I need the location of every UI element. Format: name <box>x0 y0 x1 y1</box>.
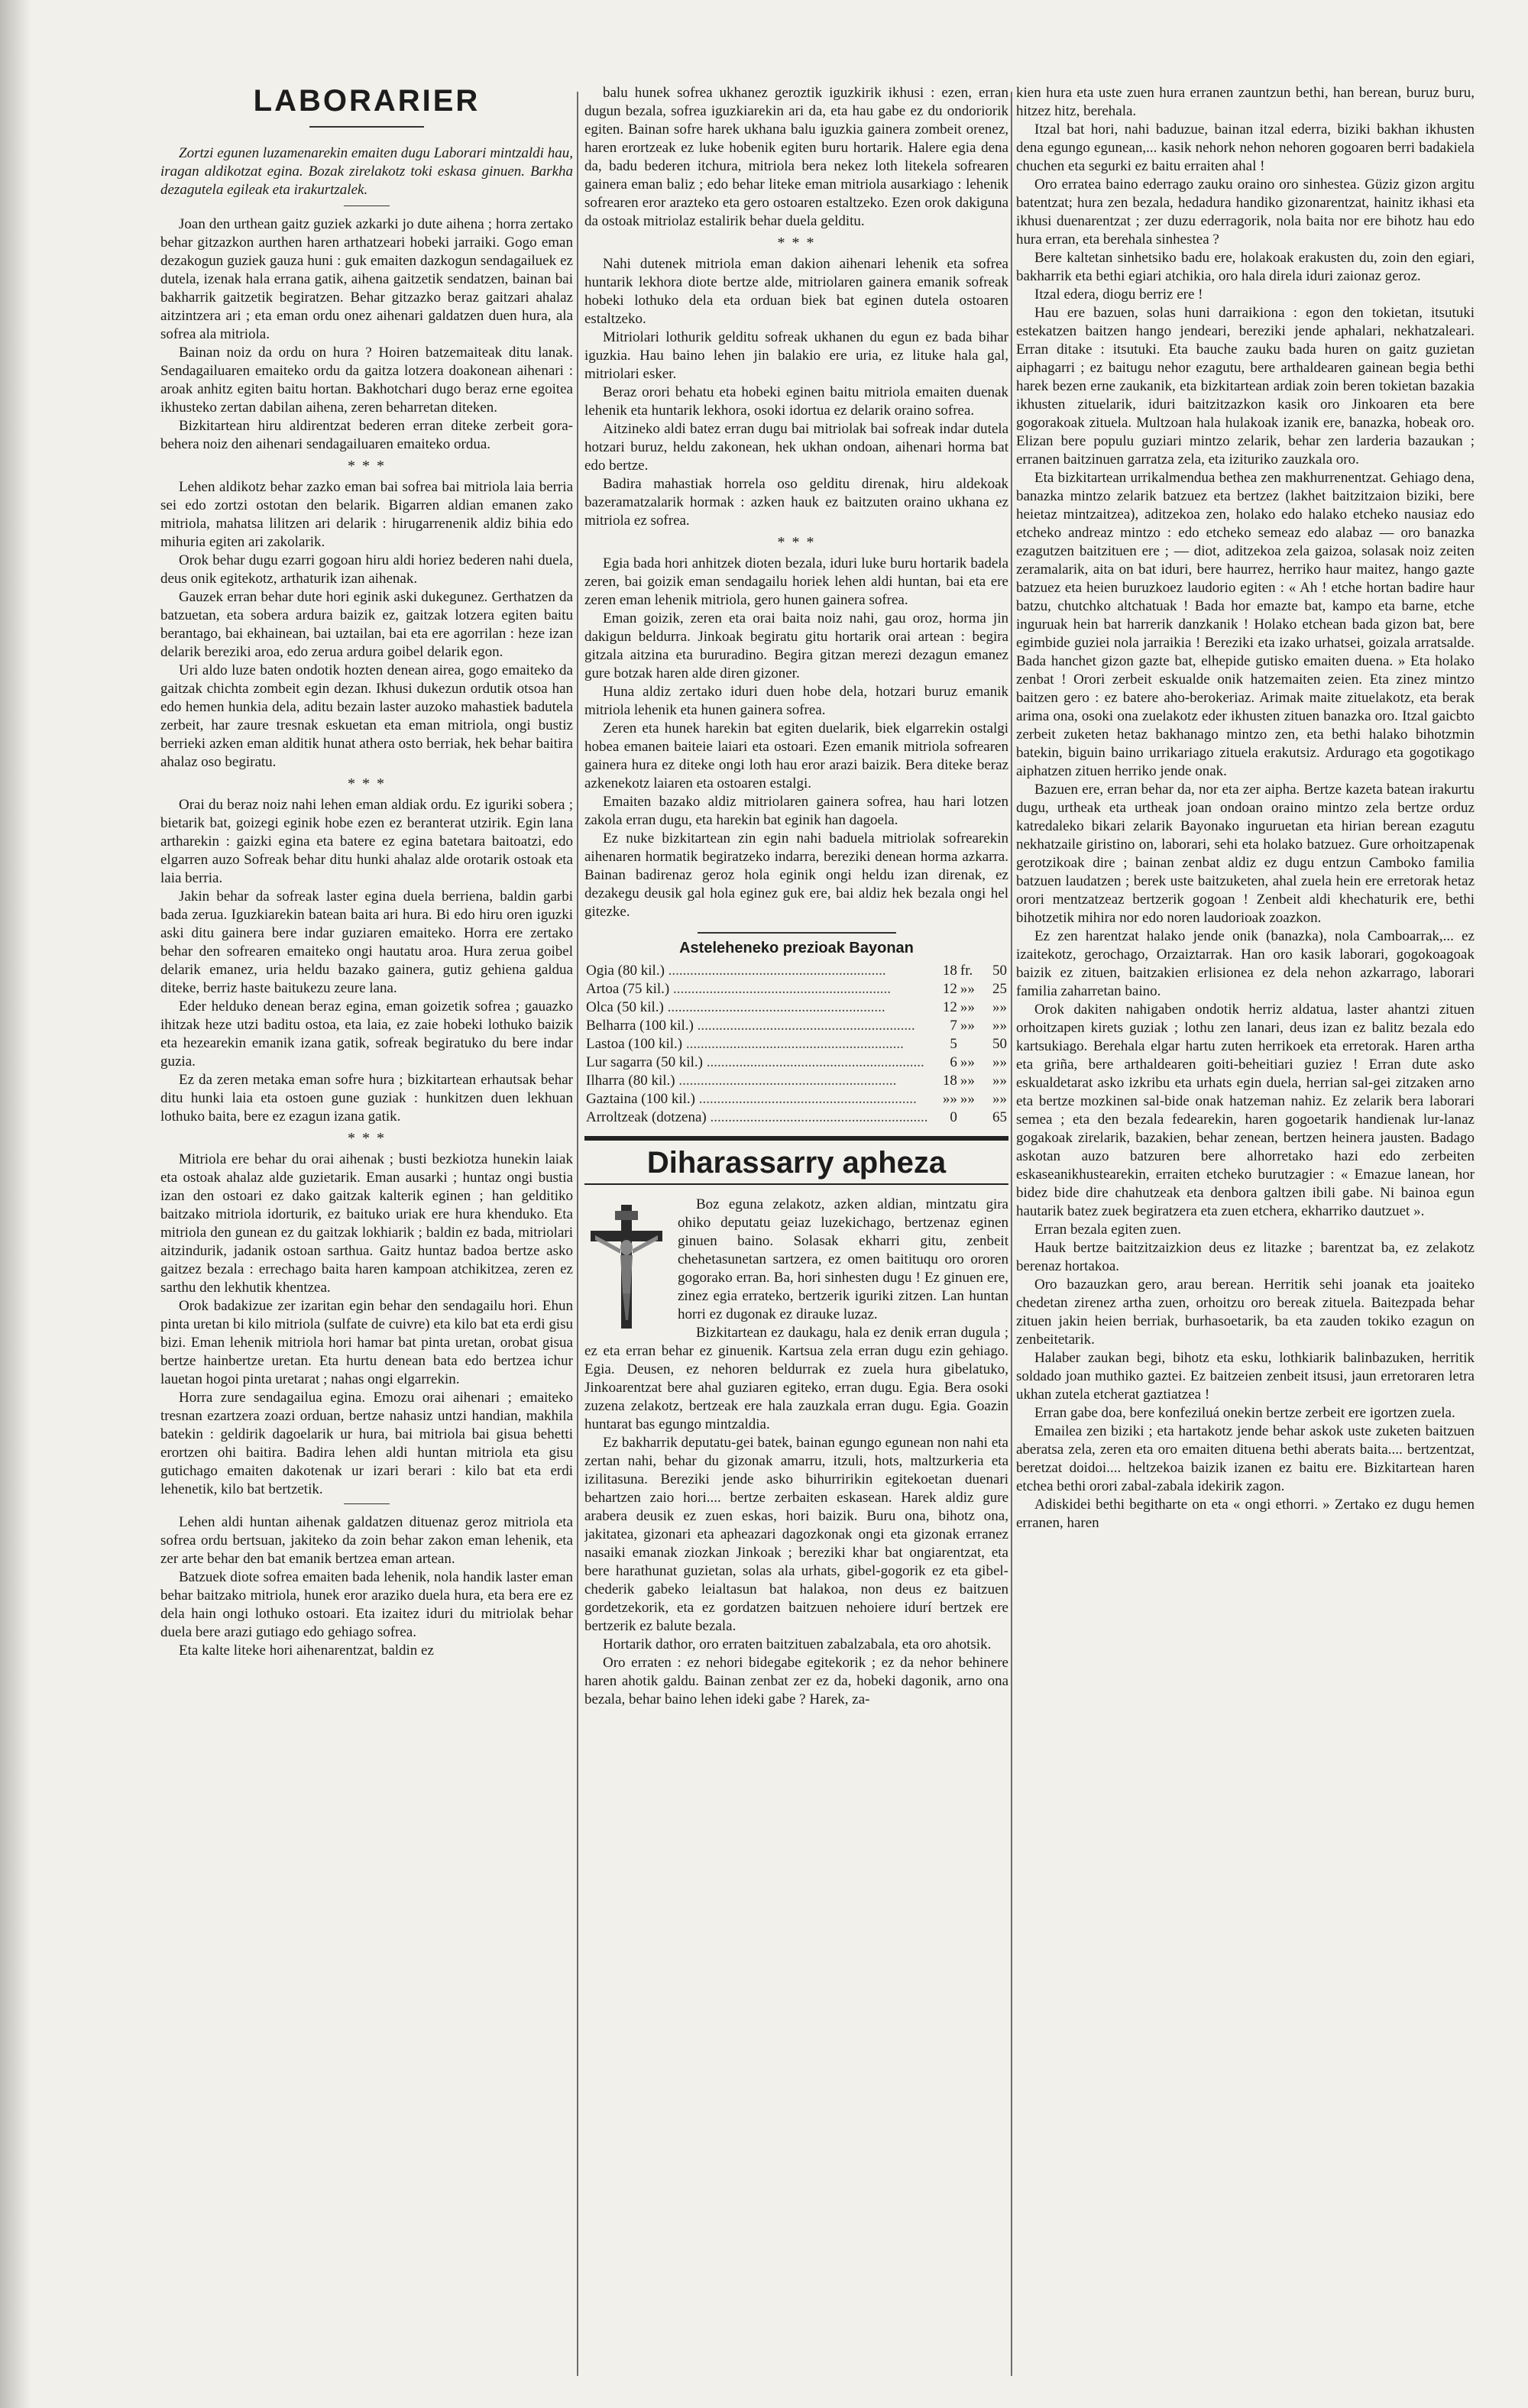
paragraph: Lehen aldikotz behar zazko eman bai sofrea bai mitriola laia berria sei edo zortzi ostotan den belarik. Bigarren aldian emanen zako mitriola, mahatsa lilitzen ari delarik : hirugarrenenik aldiz bihia edo mihuria egiten ari zakolarik. <box>160 479 573 550</box>
price-item-name <box>584 1035 929 1054</box>
column-2 <box>584 31 1008 2384</box>
price-item-name <box>584 980 929 998</box>
price-item-name <box>584 998 929 1017</box>
paragraph: Hau ere bazuen, solas huni darraikiona : egon den tokietan, itsutuki estekatzen baitzen hango jendeari, bereziki jende aphalari, nekhatzaleari. Erran ditake : itsutuki. Eta bauche zauku bada huren on gaitz guzietan aiphagarri ; ez baitugu nehor ezagutu, bere arthaldearen gainean begia bethi harek bezen erne zaukanik, eta bizkitartean ardiak zoin beren tokietan bazakia ikhusten zituelarik, iduri baitzitzazkon kasik oro Jinkoaren eta bere gogorakoak zituela. Multzoan hala hulakoak izanik ere, banazka, hobeak oro. Elizan bere populu guziari mintzo zelarik, behar zen larderia bazaukan ; erranen baitzinuen garratza zela, eta izituriko zauzkala oro. <box>1016 305 1475 468</box>
price-item-label: Arroltzeak (dotzena) <box>586 1109 707 1125</box>
paragraph: Itzal edera, diogu berriz ere ! <box>1034 286 1203 303</box>
paragraph: Batzuek diote sofrea emaiten bada lehenik, nola handik laster eman behar baitzako mitriola, hunek eror araziko duela hura, eta bera ere ez dela hain ongi lothuko ostoari. Eta izaitez iduri du mitriolak behar duela bere arazi gutiago edo gehiago sofrea. <box>160 1569 573 1640</box>
price-unit: »» <box>960 999 975 1015</box>
price-unit: »» <box>960 1054 975 1070</box>
price-cents: 50 <box>992 963 1007 979</box>
price-item-label: Olca (50 kil.) <box>586 999 664 1015</box>
price-item-label: Artoa (75 kil.) <box>586 981 670 997</box>
column-3 <box>1016 31 1475 2384</box>
price-row <box>584 1017 1008 1035</box>
price-francs: 18 <box>942 1073 957 1089</box>
price-cents: »» <box>992 1054 1007 1070</box>
paragraph: Oro erraten : ez nehori bidegabe egitekorik ; ez da nehor behinere haren ahotik galdu. Bainan zenbat zer ez da, hobeki dagonik, arno ona bezala, behar baino lehen ideki gabe ? Harek, za- <box>584 1655 1008 1707</box>
price-unit: »» <box>960 1091 975 1107</box>
paragraph: Bere kaltetan sinhetsiko badu ere, holakoak erakusten du, zoin den egiari, bakharrik eta bethi egiari atchikia, oro hala direla iduri zaionaz geroz. <box>1016 250 1475 284</box>
paragraph: Bazuen ere, erran behar da, nor eta zer aipha. Bertze kazeta batean irakurtu dugu, urtheak eta urtheak joan ondoan oraino mintzo zela bertze orduz katredaleko bikari zelarik Bayonako inguruetan eta hirian berean ezagutu nekhatzaile giristino on, laborari, sehi eta holako batzuez. Gure orhoitzapenak gerotzikoak dire ; bainan zenbat aldiz ez dugu entzun Camboko familia batzuen laudatzen ; berek uste baitzuketen, ahal zuela hein ere erretorak hetaz orori mentzatzeaz bertzerik gogoan ! Zenbeit aldi khechaturik ere, bethi bihotzetik mihira nor edo noren laudorioak zoazkon. <box>1016 782 1475 926</box>
paragraph: Nahi dutenek mitriola eman dakion aihenari lehenik eta sofrea huntarik lekhora diote bertze alde, mitriolaren gainera emanik sofreak hobeki lothuko dela eta orduan biek bat eginen dutela ostoaren estaltzeko. <box>584 256 1008 327</box>
paragraph: Ez da zeren metaka eman sofre hura ; bizkitartean erhautsak behar ditu hunki laia eta ostoen gune guziak : hunkitzen duen lekhuan lothuko baita, bere ez ezagun izana gatik. <box>160 1072 573 1125</box>
paragraph: Eta bizkitartean urrikalmendua bethea zen makhurrenentzat. Gehiago dena, banazka mintzo zelarik batzuez eta bertzez (lakhet baitzitzaion biziki, bere heietaz mintzaitzea), aditzekoa zen, holako edo halako etcheko nausiaz edo etcheko andreaz mintzo : edo etcheko semeaz edo alabaz — oro banazka ezagutzen baitzituen ere ; — diot, aditzekoa zela gaizoa, solasak noiz zeiten zeramalarik, aita on bat iduri, bere haurrez, herriko haur maitez, hango gazte batzuez eta heien buruzkoez laudorio egiten : « Ah ! etche hortan badire haur batzu, chutchko altchatuak ! Bada hor emazte bat, kampo eta barne, etche inguruak hein bat harrerik danzkanik ! Holako etchean bada gizon bat, bere egimbide guziei nola jarraikia ! Bereziki eta izako urhatsei, goizala arratsalde. Bada hanchet gizon gazte bat, elhepide gutisko emaiten duena. » Eta holako zenbat ! Orori zerbeit eskualde onik hatzemaiten zeien. Eta zinez mintzo baitzen gero : ez batere aho-berokeriaz. Arimak maite zituelakotz, eta berak arima ona, osoki ona zuelakotz eder ikhusten zituen banazka oro. Itzal gaicbto zerbeit zuketen hetaz bakhanago mintzo zen, eta bethi halako bihotzmin batekin, biguin baino urrikariago zituela erakutsiz. Ardurago eta gogotikago aiphatzen zituen herriko jende onak. <box>1016 470 1475 779</box>
price-cents: »» <box>992 1091 1007 1107</box>
paragraph: Aitzineko aldi batez erran dugu bai mitriolak bai sofreak indar dutela hotzari buruz, heldu zakonean, hek ukhan ondoan, aihenari horma bat edo bertze. <box>584 421 1008 474</box>
price-item-name <box>584 1090 929 1109</box>
price-item-label: Belharra (100 kil.) <box>586 1018 694 1034</box>
price-item-label: Lur sagarra (50 kil.) <box>586 1054 703 1070</box>
paragraph: Boz eguna zelakotz, azken aldian, mintzatu gira ohiko deputatu geiaz luzekichago, bertzenaz eginen ginuen baino. Solasak ekharri gitu, zenbeit chehetasunetan sartzera, ez omen baitituqu oro ororen gogorako erran. Ba, hori sinhesten dugu ! Ez ginuen ere, zinez egia errateko, bertzerik iguriki zitzen. Lan huntan horri ez dugonak ez dirauke luzaz. <box>678 1196 1008 1322</box>
paragraph: Ez zen harentzat halako jende onik (banazka), nola Camboarrak,... ez izaitekotz, gerochago, Orzaiztarrak. Han oro kasik laborari, gogokoagoak baizik ez zituen, baitzakien erlisionea ez dela nehon azkarrago, laborari familia zaharretan baino. <box>1016 928 1475 999</box>
paragraph: Orai du beraz noiz nahi lehen eman aldiak ordu. Ez iguriki sobera ; bietarik bat, goizegi eginik hobe ezen ez beranterat utzirik. Egin lana artharekin : gaizki egina eta batere ez egina batetara baitoatzi, edo elgarren auzo Sofreak behar ditu hunki ahalaz alde orotarik ostoak eta laia berria. <box>160 797 573 886</box>
price-row <box>584 1072 1008 1090</box>
paragraph: Huna aldiz zertako iduri duen hobe dela, hotzari buruz emanik mitriola lehenik eta hunen gainera sofrea. <box>584 684 1008 718</box>
paragraph: Beraz orori behatu eta hobeki eginen baitu mitriola emaiten duenak lehenik eta huntarik lekhora, osoki idortua ez delarik oraino sofrea. <box>584 384 1008 419</box>
price-francs: 12 <box>942 981 957 997</box>
price-item-name <box>584 1054 929 1072</box>
paragraph: Horra zure sendagailua egina. Emozu orai aihenari ; emaiteko tresnan ezartzera zoazi orduan, bertze nahasiz untzi handian, makhila batekin : geldirik dagoelarik ur hura, bai mitriola bai gisua behetti erortzen ohi baitira. Badira lehen aldi huntan mitriola eta gisu gutichago emaiten dakotenak ur izari berari : kilo bat eta erdi lehenetik, kilo bat bertzetik. <box>160 1390 573 1497</box>
price-item-label: Ogia (80 kil.) <box>586 963 665 979</box>
paragraph: Orok behar dugu ezarri gogoan hiru aldi horiez bederen nahi duela, deus onik egitekotz, arthaturik izan aihenak. <box>160 552 573 587</box>
thin-rule <box>584 1183 1008 1185</box>
paragraph: Hauk bertze baitzitzaizkion deus ez litazke ; barentzat ba, ez zelakotz berenaz hortakoa. <box>1016 1240 1475 1274</box>
column-1 <box>160 31 573 2384</box>
price-item-name <box>584 1072 929 1090</box>
column-rule <box>577 92 578 2376</box>
paragraph: Badira mahastiak horrela oso gelditu direnak, hiru aldekoak bazeramatzalarik hormak : azken hauk ez baitzuten oraino ukhana ez mitriola ez sofrea. <box>584 476 1008 529</box>
intro-note: Zortzi egunen luzamenarekin emaiten dugu Laborari mintzaldi hau, iragan aldikotzat egina. Bozak zirelakotz toki eskasa ginuen. Barkha dezagutela egileak eta irakurtzalek. <box>160 145 573 198</box>
dot-leader: ............................................................ <box>675 1073 897 1089</box>
price-item-label: Gaztaina (100 kil.) <box>586 1091 695 1107</box>
price-item-label: Lastoa (100 kil.) <box>586 1036 683 1052</box>
section-separator: * * * <box>777 534 816 551</box>
price-francs: »» <box>942 1091 957 1107</box>
paragraph: Egia bada hori anhitzek dioten bezala, iduri luke buru hortarik badela zeren, bai goizik eman sendagailu horiek lehen aldi huntan, bai eta ere zeren eman lehenik mitriola, gero hunen gainera sofrea. <box>584 555 1008 608</box>
price-cents: 25 <box>992 981 1007 997</box>
price-francs: 7 <box>950 1018 957 1034</box>
heavy-rule <box>584 1136 1008 1141</box>
paragraph: Hortarik dathor, oro erraten baitzituen zabalzabala, eta oro ahotsik. <box>603 1636 992 1652</box>
paragraph: Erran bezala egiten zuen. <box>1034 1222 1181 1238</box>
dot-leader: ............................................................ <box>706 1109 928 1125</box>
section-separator: * * * <box>777 235 816 251</box>
price-row <box>584 1054 1008 1072</box>
price-cents: 65 <box>992 1109 1007 1125</box>
price-row <box>584 998 1008 1017</box>
paragraph: Mitriola ere behar du orai aihenak ; busti bezkiotza hunekin laiak eta ostoak ahalaz alde guzietarik. Eman ausarki ; huntaz ongi bustia izan den ostoari ez dako gaitzak kalterik eginen ; han gelditiko baitzako mitriola idorturik, ez baituko uriak ere hura khenduko. Eta mitriola den gunean ez du gaitzak lokhiarik ; baldin ez bada, mitriolari aitzindurik, jadanik ostoan sarthua. Gaitz huntaz badoa bertze asko gaitzez bezala : errechago baita haren kampoan atchikitzea, zeren ez sarthu den lekhutik khentzea. <box>160 1151 573 1296</box>
paragraph: Ez nuke bizkitartean zin egin nahi baduela mitriolak sofrearekin aihenaren hormatik begiratzeko indarra, bereziki denean horma azkarra. Bainan badirenaz geroz hola eginik ongi heldu izan direnak, ez dezakegu deusik gal hola eginez guk ere, bai aldiz hek bezala ongi hel gitezke. <box>584 830 1008 920</box>
paragraph: Bizkitartean hiru aldirentzat bederen erran diteke zerbeit gora-behera noiz den aihenari sendagailuaren emaiteko ordua. <box>160 418 573 452</box>
dot-leader: ............................................................ <box>669 981 891 997</box>
prices-title: Asteleheneko prezioak Bayonan <box>679 940 914 956</box>
section-title: LABORARIER <box>253 84 481 118</box>
price-francs: 5 <box>950 1036 957 1052</box>
price-francs: 12 <box>942 999 957 1015</box>
paragraph: Emailea zen biziki ; eta hartakotz jende behar askok uste zuketen baitzuen aberatsa zela, zeren eta oro emaiten dituena bethi aberats baita.... bertzentzat, beretzat doidoi.... heltzekoa baizik izanen ez baitu ere. Bizkitartean haren etchea bethi orori zabal-zabala idekirik zagon. <box>1016 1423 1475 1494</box>
paragraph: Jakin behar da sofreak laster egina duela berriena, baldin garbi bada zerua. Iguzkiarekin batean baita ari hura. Bi edo hiru oren iguzki aski ditu gainera bere indar guziaren emaiteko. Horra ere zertako behar den sofrearen emaiteko ongi hautatu aroa. Hura zerua goibel delarik emanez, uria heldu bazako gainera, gutiz gehiena galdua diteke, berriz haste baitukezu zeure lana. <box>160 888 573 996</box>
paragraph: Zeren eta hunek harekin bat egiten duelarik, biek elgarrekin ostalgi hobea emanen baiteie laiari eta ostoari. Ezen emanik mitriola sofrearen gainera hura ez diteke ongi loth hau eror arazi baizik. Bera diteke beraz azkenekotz laiaren eta ostoaren estalgi. <box>584 720 1008 791</box>
price-unit: fr. <box>960 963 973 979</box>
paragraph: Halaber zaukan begi, bihotz eta esku, lothkiarik balinbazuken, herritik soldado joan muthiko gaztei. Ez baitzeien zenbeit itsusi, jaun erretoraren letra ukhan zutela etcherat gaztiatzea ! <box>1016 1350 1475 1403</box>
paragraph: Lehen aldi huntan aihenak galdatzen dituenaz geroz mitriola eta sofrea ordu bertsuan, jakiteko da zoin behar zakon eman lehenik, eta zer arte behar den bat emanik bertzea eman artean. <box>160 1514 573 1567</box>
dot-leader: ............................................................ <box>663 999 885 1015</box>
paragraph: Ez bakharrik deputatu-gei batek, bainan egungo egunean non nahi eta zertan nahi, behar du gizonak amarru, itzuli, hots, maltzurkeria eta izilitasuna. Bereziki jende asko bihurririkin egitekoetan duenari behartzen zaio hori.... bertze zerbaiten eskasean. Harek aldiz gure arabera deusik ez zuen eskas, hori baizik. Buru ona, bihotz ona, jakitatea, gizonari eta apheazari dagozkonak ongi eta gizonak erranez nasaiki emanak ziozkan Jinkoak ; bereziki khar bat ongiarentzat, eta bere harathunat guzietan, solas ala urhats, gibel-gogorik ez eta gibel-chederik gabeko leialtasun bat halakoa, non deus ez baitzuen gordetzekorik, eta ez gordatzen baitzuen nehoiere idurí bertzek ere bertzerik ez balute bezala. <box>584 1435 1008 1634</box>
paragraph: Joan den urthean gaitz guziek azkarki jo dute aihena ; horra zertako behar gitzazkon aurthen haren arthatzeari hobeki jarraiki. Gogo eman dezakogun guziek gauza huni : guk emaiten dazkogun sendagailuek ez dutela, izenak hala errana gatik, aihena gaitzetik sendatzen, bainan bai bakharrik gaitzetik begiratzen. Behar gitzazko beraz gaitzari ahalaz aitzintzera ari ; eta eman ordu onez aihenari galdatzen duen hura, ala sofrea ala mitriola. <box>160 216 573 342</box>
price-unit <box>959 1109 983 1127</box>
price-item-label: Ilharra (80 kil.) <box>586 1073 675 1089</box>
price-unit: »» <box>960 981 975 997</box>
price-unit: »» <box>960 1073 975 1089</box>
paragraph: Gauzek erran behar dute hori eginik aski dukegunez. Gerthatzen da batzuetan, eta sobera ardura baizik ez, gaitzak lotzera egiten baitu berantago, bai ekhainean, bai uztailan, bai eta ere agorrilan : heze izan delarik bereziki aroa, edo zerua ardura goibel delarik egon. <box>160 589 573 660</box>
price-row <box>584 1090 1008 1109</box>
price-row <box>584 980 1008 998</box>
paragraph: Emaiten bazako aldiz mitriolaren gainera sofrea, hau hari lotzen zakola erran dugu, eta harekin bat eginik han dagoela. <box>584 794 1008 828</box>
prices-rule <box>698 932 896 934</box>
dot-leader: ............................................................ <box>664 963 886 979</box>
price-cents: »» <box>992 999 1007 1015</box>
price-unit: »» <box>960 1018 975 1034</box>
paragraph: Bizkitartean ez daukagu, hala ez denik erran dugula ; ez eta erran behar ez ginuenik. Kartsua zela erran dugu ezin gehiago. Egia. Deusen, ez nehoren beldurrak ez zuela hura gibelatuko, Jinkoarentzat bere ahal guziaren egiteko, erran dugu. Egia. Bera osoki zuzena zelakotz, bertzeak ere hala zauzkala erran dugu. Egia. Goazin huntarat bas egungo mintzaldia. <box>584 1325 1008 1432</box>
page-edge-shadow <box>0 0 31 2408</box>
price-unit <box>959 1035 983 1054</box>
obituary-title: Diharassarry apheza <box>646 1146 947 1180</box>
price-item-name <box>584 1017 929 1035</box>
dot-leader: ............................................................ <box>703 1054 924 1070</box>
section-separator: * * * <box>348 775 386 792</box>
paragraph: Uri aldo luze baten ondotik hozten denean airea, gogo emaiteko da gaitzak chichta zombeit egin dezan. Ikhusi dukezun ordutik otsoa han edo hemen hunkia dela, aditu bezain laster auzoko mahastiek badutela zerbeit, har zaure tresnak eskuetan eta eman mitriola, ongi bustiz berrieki azken eman alditik hunat athera osto berriak, hek behar baitira ahalaz oso begiratu. <box>160 662 573 770</box>
paragraph: Orok badakizue zer izaritan egin behar den sendagailu hori. Ehun pinta uretan bi kilo mitriola (sulfate de cuivre) eta kilo bat eta erdi gisu bizi. Eman lehenik mitriola hori hamar bat pinta uretan, orobat gisua bertze hainbertze uretan. Eta hurtu denean bata edo bertzea ichur lauetan hogoi pinta uretarat ; nahas ongi elgarrekin. <box>160 1298 573 1387</box>
paragraph: Mitriolari lothurik gelditu sofreak ukhanen du egun ez bada bihar iguzkia. Hau baino lehen jin balakio ere uria, ez lituke hala gal, mitriolari esker. <box>584 329 1008 382</box>
price-francs: 0 <box>950 1109 957 1125</box>
paragraph: kien hura eta uste zuen hura erranen zauntzun bethi, han berean, buruz buru, hitzez hitz, berehala. <box>1016 85 1475 119</box>
price-item-name <box>584 1109 929 1127</box>
paragraph: Erran gabe doa, bere konfeziluá onekin bertze zerbeit ere igortzen zuela. <box>1034 1405 1455 1421</box>
price-row <box>584 1035 1008 1054</box>
price-cents: 50 <box>992 1036 1007 1052</box>
dot-leader: ............................................................ <box>694 1091 917 1107</box>
section-separator: * * * <box>348 1130 386 1147</box>
price-cents: »» <box>992 1073 1007 1089</box>
price-cents: »» <box>992 1018 1007 1034</box>
title-rule <box>309 126 424 128</box>
prices-table <box>584 962 1008 1127</box>
paragraph: Eder helduko denean beraz egina, eman goizetik sofrea ; gauazko ihitzak heze utzi baditu ostoa, eta laia, ez zaie hobeki lothuko baizik eta hezearekin emanik izana gatik, sofreak begiratuko du bere indar guzia. <box>160 998 573 1070</box>
paragraph: Orok dakiten nahigaben ondotik herriz aldatua, laster ahantzi zituen orhoitzapen kirets guziak ; lothu zen lanari, deus izan ez balitz bezala edo kartsukiago. Berehala elgar hartu zuten herrikoek eta erretorak. Haren artha eta griña, bere arthaldearen goiti-beheitiari guziez ! Erran dute asko eskualdetarat asko izkribu eta urhats egin duela, herrian sal-gei zitzaken arno eta bertze mozkinen sal-bide onak hatzeman nahiz. Ez zelarik bera laborari semea ; eta den bezala fedearekin, haren gogoetarik handienak lur-lanaz gogakoak zirelarik, bazakien, behar zenean, bertzen heinera jausten. Badago askotan auzo batzuren bere alhorretako hazi edo zerbeiten eskaseanikhustearekin, erraiten etcheko burutzagier : « Emazue lanean, hor bidez bide dire chahutzeak eta denbora galtzen ibili gabe. Ni bainoa egun hautarik batez zuek begiratzera eta zuen etchera, ekharriko dautzuet ». <box>1016 1002 1475 1219</box>
crucifix-icon <box>584 1202 668 1332</box>
price-francs: 18 <box>942 963 957 979</box>
dot-leader: ............................................................ <box>693 1018 915 1034</box>
dot-leader: ............................................................ <box>682 1036 904 1052</box>
paragraph: Oro bazauzkan gero, arau berean. Herritik sehi joanak eta joaiteko chedetan zirenez artha zuen, orhoitzu oro bereak zituela. Baitezpada behar zituen jakin heien berriak, burhasoetarik, ba eta zauden tokiko ezagun on zenbeitetarik. <box>1016 1277 1475 1348</box>
paragraph: Eta kalte liteke hori aihenarentzat, baldin ez <box>179 1643 434 1659</box>
price-item-name <box>584 962 929 980</box>
paragraph: Bainan noiz da ordu on hura ? Hoiren batzemaiteak ditu lanak. Sendagailuaren emaiteko ordu da gaitza lotzera doakonean aihenari : aroak anhitz egiten baitu hortan. Bakhotchari dugo beraz erne egoitea ikhusteko zertan dabilan aihena, zeren beharretan diteken. <box>160 345 573 416</box>
price-row <box>584 962 1008 980</box>
price-row <box>584 1109 1008 1127</box>
price-francs: 6 <box>950 1054 957 1070</box>
column-rule <box>1011 92 1012 2376</box>
paragraph: Oro erratea baino ederrago zauku oraino oro sinhestea. Güziz gizon argitu batentzat; hura zen bezala, hedadura handiko gizonarentzat, hainitz ikhasi eta ikhusi duenarentzat ; zer duzu ederragorik, nola baita nor ere bihotz hau edo hura erran, eta berehala sinhestea ? <box>1016 176 1475 248</box>
paragraph: balu hunek sofrea ukhanez geroztik iguzkirik ikhusi : ezen, erran dugun bezala, sofrea iguzkiarekin ari da, eta hau gabe ez du ondoriorik egiten. Bainan sofre harek ukhana balu iguzkia gainera zombeit orenez, haren erortzeak ez luke hobenik egiten buru hortarik. Halere egia dena da, badu bederen itchura, mitriola bera nekez loth litekela sofrearen gainera eman baliz ; edo behar liteke eman mitriola ausarkiago : lehenik sofrearen eror arazteko eta gero ostoaren estaltzeko. Ezen orok dakiguna da ostoak mitriolaz estalirik behar duela gelditu. <box>584 85 1008 229</box>
short-rule <box>344 1503 390 1504</box>
paragraph: Eman goizik, zeren eta orai baita noiz nahi, gau oroz, horma jin dakigun beldurra. Jinkoak begiratu gitu hortarik orai artean : begira gitzala aitzina eta bururadino. Begira gitzan merezi dezagun emanez gure botzak haren alde diren gizoner. <box>584 610 1008 681</box>
paragraph: Itzal bat hori, nahi baduzue, bainan itzal ederra, biziki bakhan ikhusten dena egungo egunean,... kasik nehork nehon nehoren gogoaren berri badakiela chuchen eta segurki ez baitu erraiten ahal ! <box>1016 121 1475 174</box>
section-separator: * * * <box>348 458 386 474</box>
paragraph: Adiskidei bethi begitharte on eta « ongi ethorri. » Zertako ez dugu hemen erranen, haren <box>1016 1497 1475 1531</box>
newspaper-page <box>31 31 1505 2384</box>
